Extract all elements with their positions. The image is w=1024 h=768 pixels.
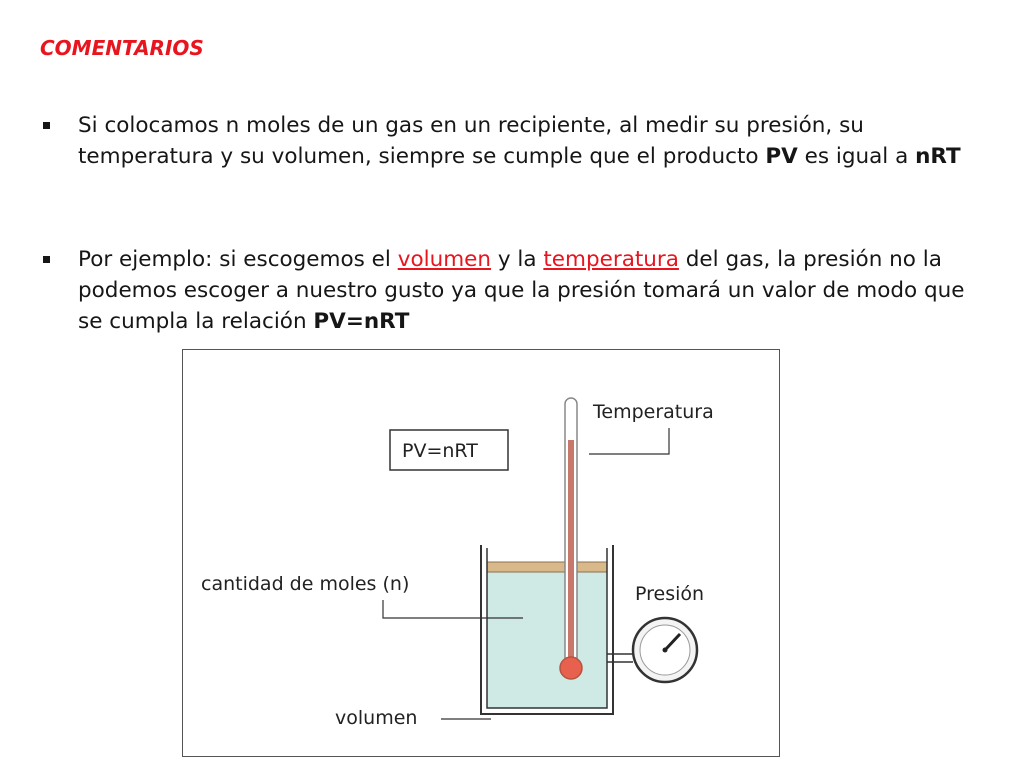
gauge-pivot <box>663 648 668 653</box>
bullet2-bold-formula: PV=nRT <box>313 309 410 334</box>
gas-container-figure <box>182 349 780 757</box>
bullet1-bold-nrt: nRT <box>915 144 961 169</box>
piston <box>487 562 607 572</box>
bullet-point-2 <box>78 244 978 337</box>
temperatura-link[interactable]: temperatura <box>543 247 679 272</box>
gas-volume <box>487 568 607 708</box>
bullet1-text-mid: es igual a <box>797 144 916 169</box>
bullet2-text: Por ejemplo: si escogemos el <box>78 247 398 272</box>
thermometer-fluid <box>568 440 574 668</box>
square-bullet-icon <box>43 256 50 263</box>
volumen-link[interactable]: volumen <box>397 247 491 272</box>
temperature-leader-line <box>589 428 669 454</box>
thermometer-bulb <box>560 657 582 679</box>
bullet1-text: Si colocamos n moles de un gas en un recipiente, al medir su presión, su temperatura y su volumen, siempre se cumple que el producto <box>78 113 864 169</box>
square-bullet-icon <box>43 122 50 129</box>
gauge-pipe <box>607 654 633 662</box>
volume-label: volumen <box>335 707 418 729</box>
gas-diagram <box>183 350 781 758</box>
pressure-label: Presión <box>635 583 705 605</box>
bullet2-text-mid: y la <box>491 247 544 272</box>
temperature-label: Temperatura <box>593 401 714 423</box>
slide-title: COMENTARIOS <box>40 36 204 60</box>
formula-box-text: PV=nRT <box>402 440 478 462</box>
moles-label: cantidad de moles (n) <box>201 573 410 595</box>
bullet1-bold-pv: PV <box>765 144 798 169</box>
bullet2-text-after: del gas, la presión no la podemos escoger a nuestro gusto ya que la presión tomará un valor de modo que se cumpla la relación <box>78 247 965 334</box>
bullet-point-1 <box>78 110 978 172</box>
